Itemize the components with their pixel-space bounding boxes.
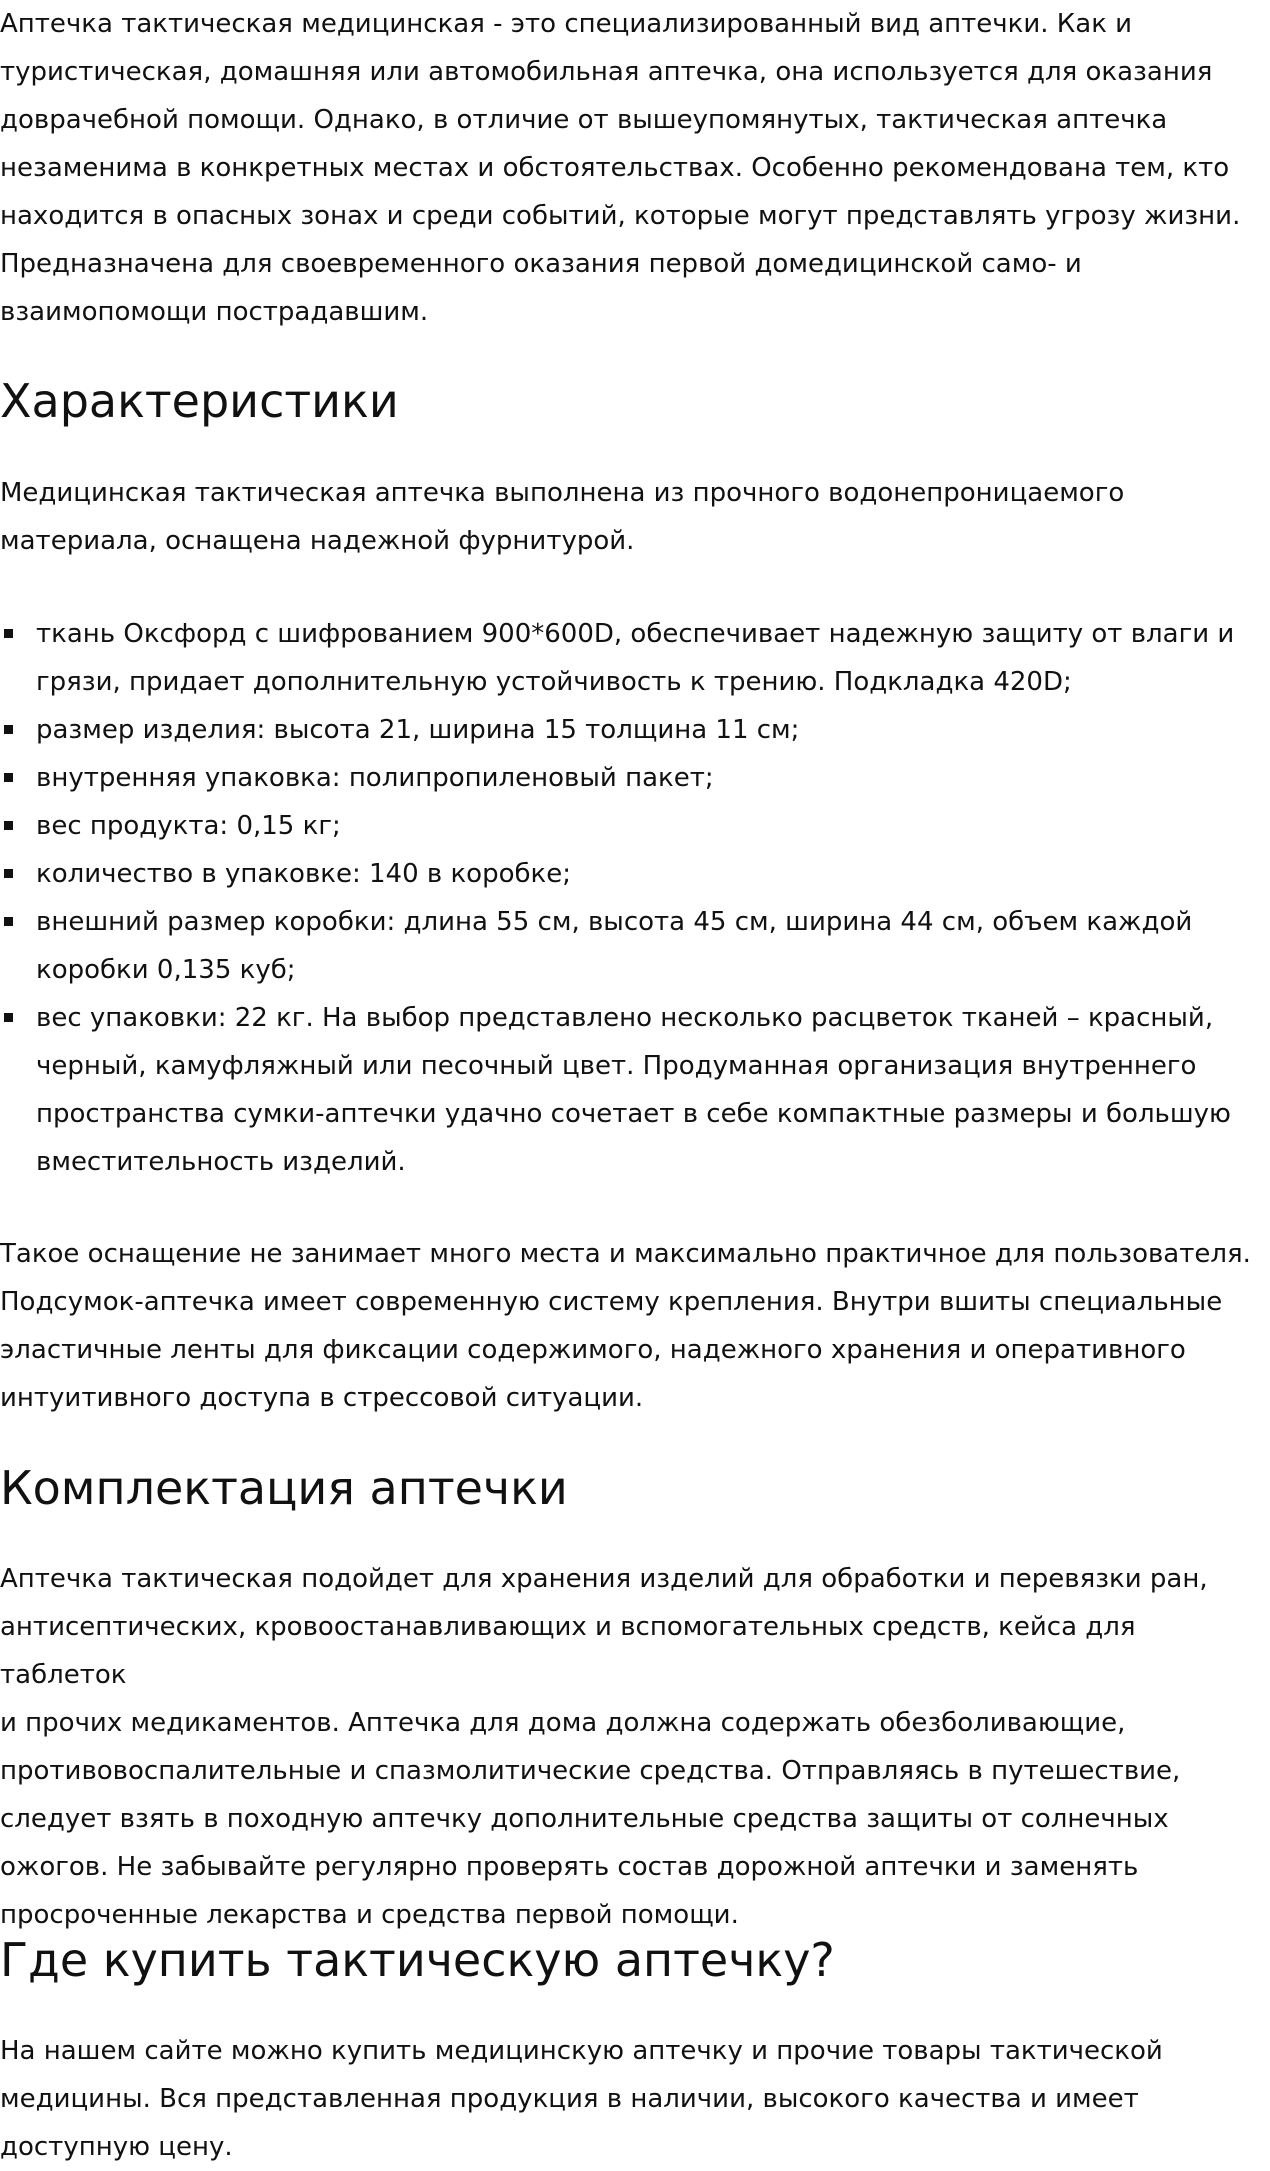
list-item <box>0 898 1265 994</box>
list-item <box>0 802 1265 850</box>
intro-line: доврачебной помощи. Однако, в отличие от вышеупомянутых, тактическая аптечка <box>0 105 1168 135</box>
intro-line: Аптечка тактическая медицинская - это специализированный вид аптечки. Как и <box>0 9 1133 39</box>
list-item-line: количество в упаковке: 140 в коробке; <box>36 859 571 889</box>
equipment-line: Такое оснащение не занимает много места и максимально практичное для пользователя. <box>0 1239 1251 1269</box>
intro-line: туристическая, домашняя или автомобильная аптечка, она используется для оказания <box>0 57 1213 87</box>
kit-line: антисептических, кровоостанавливающих и вспомогательных средств, кейса для таблеток <box>0 1612 1136 1690</box>
equipment-line: интуитивного доступа в стрессовой ситуации. <box>0 1383 644 1413</box>
list-item <box>0 850 1265 898</box>
intro-line: незаменима в конкретных местах и обстоятельствах. Особенно рекомендована тем, кто <box>0 153 1230 183</box>
kit-line: и прочих медикаментов. Аптечка для дома должна содержать обезболивающие, <box>0 1708 1126 1738</box>
buy-line: медицины. Вся представленная продукция в наличии, высокого качества и имеет <box>0 2084 1139 2114</box>
list-item-line: черный, камуфляжный или песочный цвет. Продуманная организация внутреннего <box>36 1051 1197 1081</box>
heading-characteristics: Характеристики <box>0 374 399 428</box>
kit-line: противовоспалительные и спазмолитические средства. Отправляясь в путешествие, <box>0 1756 1181 1786</box>
kit-line: следует взять в походную аптечку дополнительные средства защиты от солнечных <box>0 1804 1169 1834</box>
kit-line: ожогов. Не забывайте регулярно проверять состав дорожной аптечки и заменять <box>0 1852 1139 1882</box>
equipment-line: эластичные ленты для фиксации содержимого, надежного хранения и оперативного <box>0 1335 1186 1365</box>
square-bullet-icon <box>4 725 13 734</box>
list-item-line: коробки 0,135 куб; <box>36 955 296 985</box>
intro-line: находится в опасных зонах и среди событий, которые могут представлять угрозу жизни. <box>0 201 1241 231</box>
list-item <box>0 994 1265 1186</box>
buy-line: доступную цену. <box>0 2132 233 2162</box>
material-line: материала, оснащена надежной фурнитурой. <box>0 526 635 556</box>
square-bullet-icon <box>4 773 13 782</box>
buy-paragraph <box>0 2027 1265 2171</box>
kit-line: просроченные лекарства и средства первой помощи. <box>0 1900 739 1930</box>
list-item-line: размер изделия: высота 21, ширина 15 толщина 11 см; <box>36 715 800 745</box>
list-item-line: пространства сумки-аптечки удачно сочетает в себе компактные размеры и большую <box>36 1099 1231 1129</box>
square-bullet-icon <box>4 869 13 878</box>
list-item <box>0 610 1265 706</box>
spec-list <box>0 610 1265 1186</box>
list-item-line: вес продукта: 0,15 кг; <box>36 811 341 841</box>
list-item <box>0 706 1265 754</box>
list-item-line: ткань Оксфорд с шифрованием 900*600D, обеспечивает надежную защиту от влаги и <box>36 619 1235 649</box>
intro-line: Предназначена для своевременного оказания первой домедицинской само- и <box>0 249 1082 279</box>
equipment-paragraph <box>0 1230 1265 1422</box>
list-item-line: грязи, придает дополнительную устойчивость к трению. Подкладка 420D; <box>36 667 1072 697</box>
intro-line: взаимопомощи пострадавшим. <box>0 297 429 327</box>
buy-line: На нашем сайте можно купить медицинскую аптечку и прочие товары тактической <box>0 2036 1163 2066</box>
list-item-line: вес упаковки: 22 кг. На выбор представлено несколько расцветок тканей – красный, <box>36 1003 1214 1033</box>
square-bullet-icon <box>4 629 13 638</box>
square-bullet-icon <box>4 1013 13 1022</box>
heading-where-to-buy: Где купить тактическую аптечку? <box>0 1933 835 1987</box>
material-line: Медицинская тактическая аптечка выполнена из прочного водонепроницаемого <box>0 478 1125 508</box>
square-bullet-icon <box>4 917 13 926</box>
list-item-line: внутренняя упаковка: полипропиленовый пакет; <box>36 763 714 793</box>
kit-line: Аптечка тактическая подойдет для хранения изделий для обработки и перевязки ран, <box>0 1564 1208 1594</box>
list-item-line: внешний размер коробки: длина 55 см, высота 45 см, ширина 44 см, объем каждой <box>36 907 1193 937</box>
material-paragraph <box>0 469 1265 565</box>
list-item <box>0 754 1265 802</box>
kit-paragraph <box>0 1555 1270 1939</box>
square-bullet-icon <box>4 821 13 830</box>
list-item-line: вместительность изделий. <box>36 1147 406 1177</box>
heading-kit: Комплектация аптечки <box>0 1461 568 1515</box>
intro-paragraph <box>0 0 1265 336</box>
equipment-line: Подсумок-аптечка имеет современную систему крепления. Внутри вшиты специальные <box>0 1287 1223 1317</box>
